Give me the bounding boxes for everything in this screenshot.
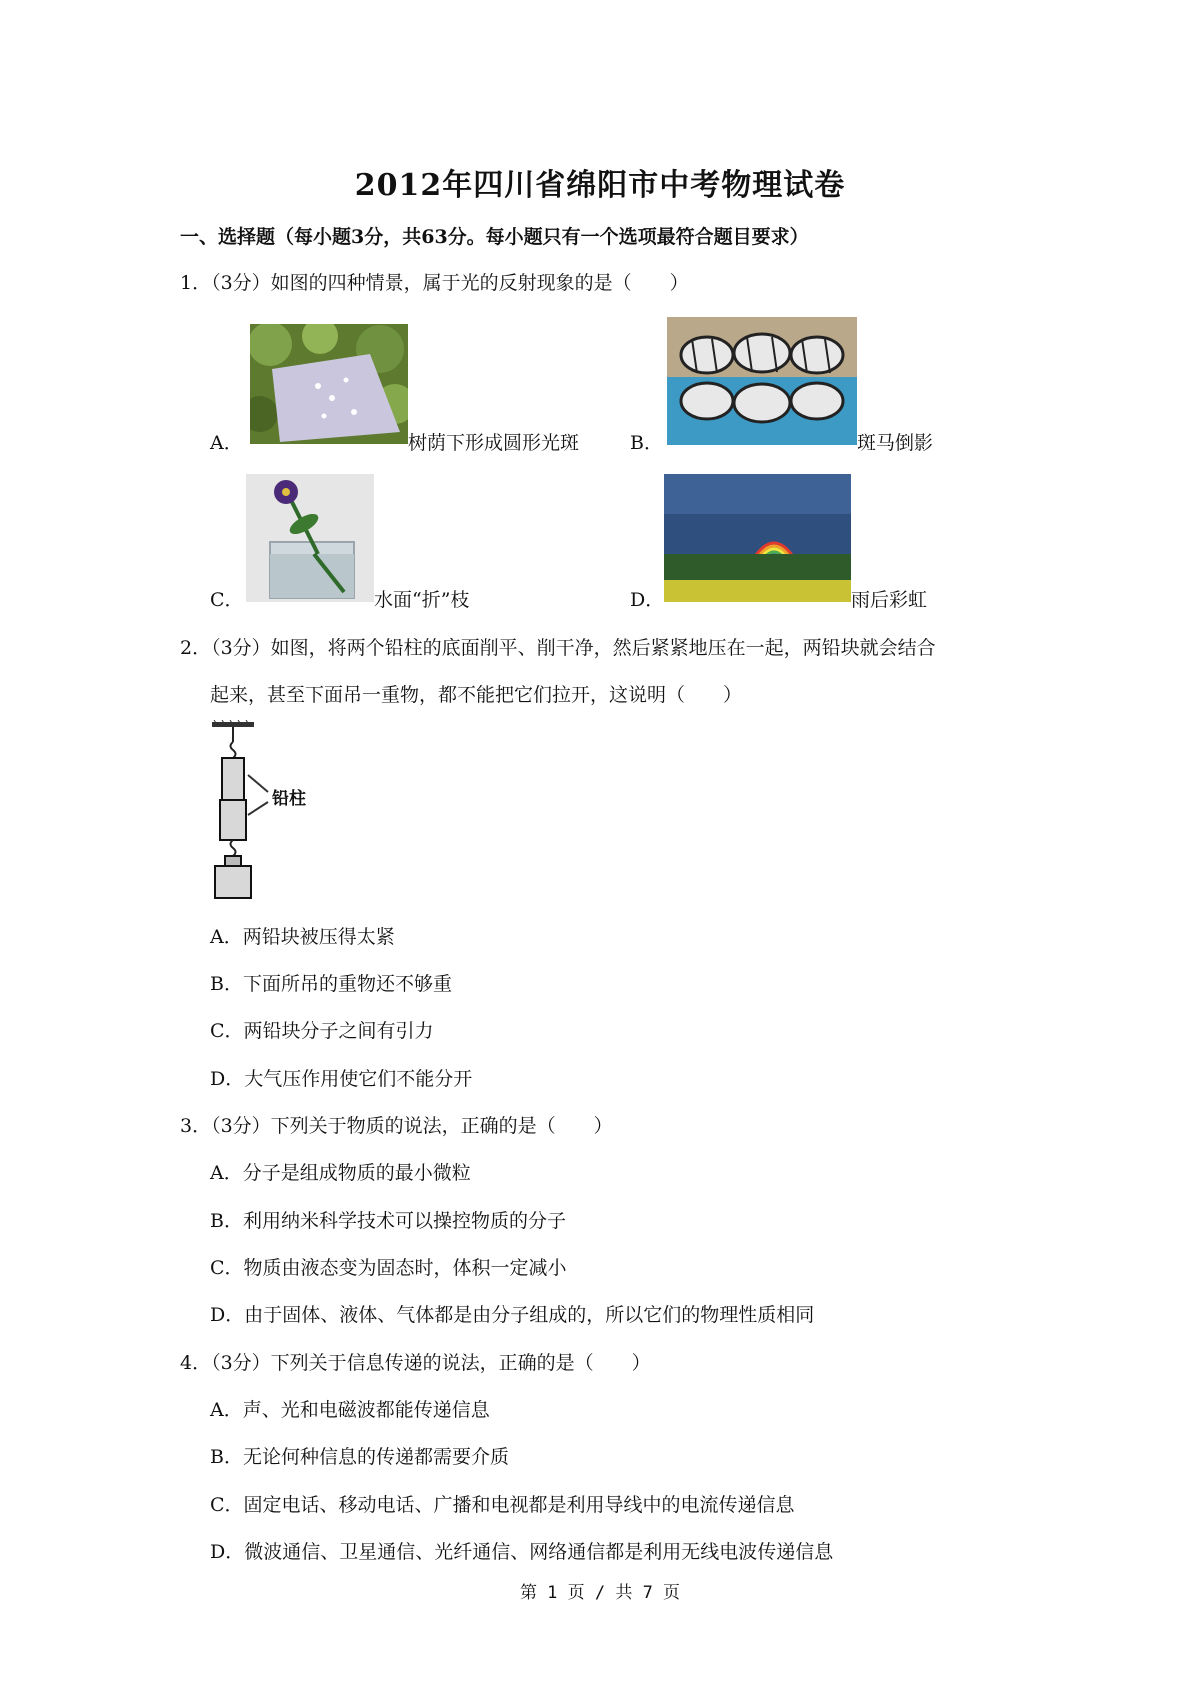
q4-option-c: C．固定电话、移动电话、广播和电视都是利用导线中的电流传递信息 — [210, 1494, 795, 1516]
q1-option-b-caption: 斑马倒影 — [857, 432, 934, 454]
q2-figure-label: 铅柱 — [272, 789, 306, 809]
q2-lead-cylinder-figure — [210, 720, 330, 900]
q3-option-c: C．物质由液态变为固态时，体积一定减小 — [210, 1257, 567, 1279]
q1-option-a-caption: 树荫下形成圆形光斑 — [408, 432, 580, 454]
question-4-stem: 4．（3分）下列关于信息传递的说法，正确的是（ ） — [180, 1352, 651, 1374]
question-2-stem-line-1: 2．（3分）如图，将两个铅柱的底面削平、削干净，然后紧紧地压在一起，两铅块就会结合 — [180, 637, 936, 659]
q3-option-b: B．利用纳米科学技术可以操控物质的分子 — [210, 1210, 566, 1232]
q1-option-d-image — [664, 474, 851, 602]
question-1-stem: 1．（3分）如图的四种情景，属于光的反射现象的是（ ） — [180, 272, 689, 294]
question-2-stem-line-2: 起来，甚至下面吊一重物，都不能把它们拉开，这说明（ ） — [210, 684, 743, 706]
exam-title: 2012年四川省绵阳市中考物理试卷 — [354, 168, 846, 203]
q1-option-c-letter: C． — [210, 589, 244, 611]
question-3-stem: 3．（3分）下列关于物质的说法，正确的是（ ） — [180, 1115, 613, 1137]
q1-option-b-letter: B． — [630, 432, 663, 454]
q2-option-c: C．两铅块分子之间有引力 — [210, 1020, 434, 1042]
q1-option-a-letter: A． — [210, 432, 243, 454]
q1-option-d-letter: D． — [630, 589, 665, 611]
q2-option-a: A．两铅块被压得太紧 — [210, 926, 395, 948]
q3-option-a: A．分子是组成物质的最小微粒 — [210, 1162, 471, 1184]
q2-option-d: D．大气压作用使它们不能分开 — [210, 1068, 473, 1090]
q1-option-d-caption: 雨后彩虹 — [851, 589, 928, 611]
q1-option-a-image — [250, 324, 408, 444]
q1-option-c-caption: 水面“折”枝 — [374, 589, 470, 611]
q4-option-d: D．微波通信、卫星通信、光纤通信、网络通信都是利用无线电波传递信息 — [210, 1541, 834, 1563]
q4-option-a: A．声、光和电磁波都能传递信息 — [210, 1399, 490, 1421]
page-footer: 第 1 页 / 共 7 页 — [519, 1583, 681, 1603]
q1-option-b-image — [667, 317, 857, 445]
section-heading: 一、选择题（每小题3分，共63分。每小题只有一个选项最符合题目要求） — [180, 226, 809, 248]
q2-option-b: B．下面所吊的重物还不够重 — [210, 973, 452, 995]
q1-option-c-image — [246, 474, 374, 602]
q3-option-d: D．由于固体、液体、气体都是由分子组成的，所以它们的物理性质相同 — [210, 1304, 815, 1326]
q4-option-b: B．无论何种信息的传递都需要介质 — [210, 1446, 509, 1468]
